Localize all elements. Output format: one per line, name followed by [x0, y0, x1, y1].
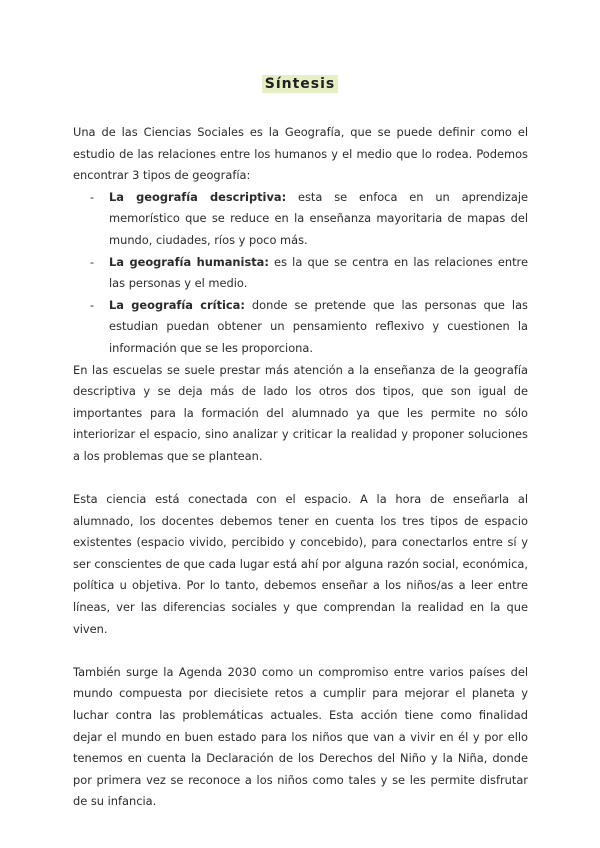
list-item-term: La geografía descriptiva:	[109, 189, 287, 204]
list-item-text: es la que se centra en las relaciones entre las personas y el medio.	[109, 254, 528, 291]
list-item	[73, 295, 528, 360]
document-title: Síntesis	[262, 75, 339, 93]
intro-paragraph: Una de las Ciencias Sociales es la Geografía, que se puede definir como el estudio de las relaciones entre los humanos y el medio que lo rodea. Podemos encontrar 3 tipos de geografía:	[73, 125, 528, 183]
list-item	[73, 252, 528, 295]
list-item-term: La geografía humanista:	[109, 254, 269, 269]
schools-paragraph: En las escuelas se suele prestar más atención a la enseñanza de la geografía descriptiva y se deja más de lado los otros dos tipos, que son igual de importantes para la formación del alumnado ya que les permite no sólo interiorizar el espacio, sino analizar y criticar la realidad y proponer soluciones a los problemas que se plantean.	[73, 362, 528, 463]
title-container	[0, 73, 600, 93]
list-bullet: -	[90, 254, 95, 269]
agenda-paragraph: También surge la Agenda 2030 como un compromiso entre varios países del mundo compuesta por diecisiete retos a cumplir para mejorar el planeta y luchar contra las problemáticas actuales. Esta acción tiene como finalidad dejar el mundo en buen estado para los niños que van a vivir en él y por ello tenemos en cuenta la Declaración de los Derechos del Niño y la Niña, donde por primera vez se reconoce a los niños como tales y se les permite disfrutar de su infancia.	[73, 664, 528, 809]
list-item	[73, 187, 528, 252]
space-paragraph: Esta ciencia está conectada con el espacio. A la hora de enseñarla al alumnado, los docentes debemos tener en cuenta los tres tipos de espacio existentes (espacio vivido, percibido y concebido), para conectarlos entre sí y ser conscientes de que cada lugar está ahí por alguna razón social, económica, política u objetiva. Por lo tanto, debemos enseñar a los niños/as a leer entre líneas, ver las diferencias sociales y que comprendan la realidad en la que viven.	[73, 492, 528, 636]
list-item-text: esta se enfoca en un aprendizaje memorístico que se reduce en la enseñanza mayoritaria de mapas del mundo, ciudades, ríos y poco más.	[109, 189, 528, 247]
list-item-text: donde se pretende que las personas que las estudian puedan obtener un pensamiento reflexivo y cuestionen la información que se les proporciona.	[109, 297, 528, 355]
paragraph-gap	[73, 640, 528, 662]
paragraph-gap	[73, 468, 528, 490]
geography-types-list	[73, 187, 528, 360]
list-bullet: -	[90, 189, 95, 204]
list-item-term: La geografía crítica:	[109, 297, 245, 312]
list-bullet: -	[90, 297, 95, 312]
document-body	[73, 122, 528, 813]
